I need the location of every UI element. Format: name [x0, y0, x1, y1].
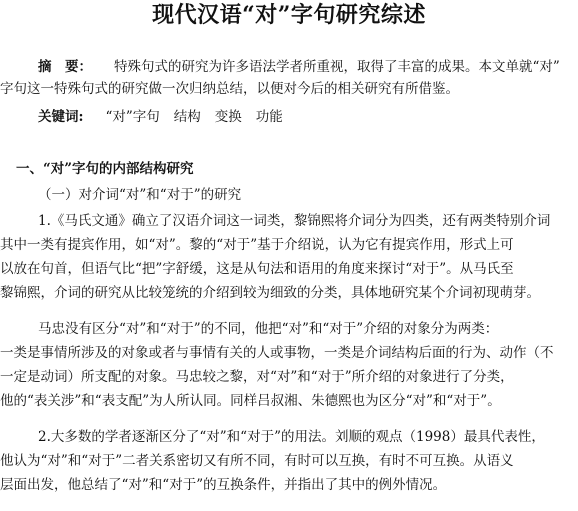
- keywords-line: [38, 108, 578, 126]
- paragraph-line: 层面出发，他总结了“对”和“对于”的互换条件，并指出了其中的例外情况。: [0, 477, 447, 493]
- section-heading: 一、“对”字句的内部结构研究: [16, 161, 194, 177]
- keywords-label: 关键词:: [38, 109, 84, 125]
- abstract-line-2: 字句这一特殊句式的研究做一次归纳总结，以便对今后的相关研究有所借鉴。: [0, 81, 459, 97]
- abstract-line-1: [38, 58, 578, 76]
- paragraph-line: 以放在句首，但语气比“把”字舒缓，这是从句法和语用的角度来探讨“对于”。从马氏至: [0, 261, 514, 277]
- paragraph-line: 一类是事情所涉及的对象或者与事情有关的人或事物，一类是介词结构后面的行为、动作（不: [0, 345, 554, 361]
- paragraph-line: 他认为“对”和“对于”二者关系密切又有所不同，有时可以互换，有时不可互换。从语义: [0, 453, 514, 469]
- subsection-heading: （一）对介词“对”和“对于”的研究: [38, 187, 242, 203]
- abstract-text-1: 特殊句式的研究为许多语法学者所重视，取得了丰富的成果。本文单就“对”: [114, 59, 560, 75]
- abstract-label: 摘 要：: [38, 59, 92, 75]
- paper-title: 现代汉语“对”字句研究综述: [152, 2, 426, 28]
- paragraph-line: 黎锦熙，介词的研究从比较笼统的介绍到较为细致的分类，具体地研究某个介词初现萌芽。: [0, 285, 540, 301]
- keyword-item: 结构: [173, 109, 201, 125]
- paragraph-line: 一定是动词）所支配的对象。马忠较之黎，对“对”和“对于”所介绍的对象进行了分类，: [0, 369, 514, 385]
- paragraph-line: 其中一类有提宾作用，如“对”。黎的“对于”基于介绍说，认为它有提宾作用，形式上可: [0, 237, 514, 253]
- paragraph-line: 2.大多数的学者逐渐区分了“对”和“对于”的用法。刘顺的观点（1998）最具代表性，: [38, 429, 545, 445]
- keyword-item: “对”字句: [105, 109, 160, 125]
- paragraph-line: 1.《马氏文通》确立了汉语介词这一词类，黎锦熙将介词分为四类，还有两类特别介词: [38, 213, 551, 229]
- paragraph-line: 马忠没有区分“对”和“对于”的不同，他把“对”和“对于”介绍的对象分为两类：: [38, 321, 499, 337]
- keyword-item: 变换: [214, 109, 242, 125]
- keyword-item: 功能: [255, 109, 283, 125]
- paragraph-line: 他的“表关涉”和“表支配”为人所认同。同样吕叔湘、朱德熙也为区分“对”和“对于”。: [0, 393, 501, 409]
